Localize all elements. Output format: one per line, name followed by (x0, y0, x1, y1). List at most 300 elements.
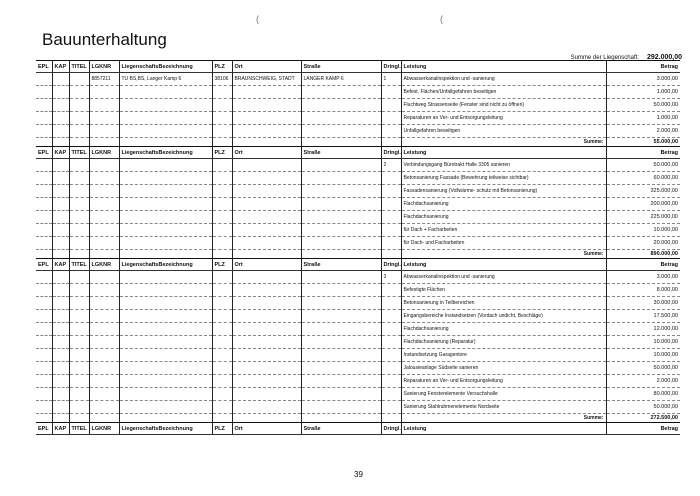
kap-cell (52, 310, 69, 323)
titel-cell (69, 185, 89, 198)
col-strasse-header: Straße (301, 61, 381, 73)
col-plz-header: PLZ (212, 259, 232, 271)
bezeichnung-cell (119, 401, 212, 414)
col-epl-header: EPL (36, 259, 52, 271)
col-plz-header: PLZ (212, 423, 232, 435)
lgknr-cell (89, 86, 119, 99)
page-number: 39 (354, 470, 363, 479)
leistung-cell: Betonsanierung in Teilbereichen (401, 297, 606, 310)
strasse-cell (301, 271, 381, 284)
kap-cell (52, 362, 69, 375)
dringl-cell (381, 125, 401, 138)
epl-cell (36, 388, 52, 401)
strasse-cell (301, 401, 381, 414)
leistung-cell: für Dach- und Facharbeiten (401, 237, 606, 250)
lgknr-cell (89, 198, 119, 211)
bezeichnung-cell (119, 112, 212, 125)
table-row (36, 172, 680, 185)
col-epl-header: EPL (36, 147, 52, 159)
table-row (36, 271, 680, 284)
epl-cell (36, 362, 52, 375)
lgknr-cell: 8857211 (89, 73, 119, 86)
lgknr-cell (89, 185, 119, 198)
plz-cell (212, 336, 232, 349)
betrag-cell: 50.000,00 (606, 362, 680, 375)
leistung-cell: für Dach + Facharbeiten (401, 224, 606, 237)
col-bezeichnung-header: LiegenschaftsBezeichnung (119, 259, 212, 271)
col-kap-header: KAP (52, 423, 69, 435)
bezeichnung-cell: TU BS,BS, Langer Kamp 6 (119, 73, 212, 86)
section-sum-label: Summe: (401, 414, 606, 423)
titel-cell (69, 336, 89, 349)
bezeichnung-cell (119, 362, 212, 375)
bezeichnung-cell (119, 86, 212, 99)
col-bezeichnung-header: LiegenschaftsBezeichnung (119, 147, 212, 159)
sum-empty-cell (89, 414, 119, 423)
col-plz-header: PLZ (212, 147, 232, 159)
plz-cell (212, 224, 232, 237)
col-lgknr-header: LGKNR (89, 61, 119, 73)
dringl-cell: 3 (381, 271, 401, 284)
col-betrag-header: Betrag (606, 147, 680, 159)
section-sum-value: 55.000,00 (606, 138, 680, 147)
table-row (36, 237, 680, 250)
betrag-cell: 200.000,00 (606, 198, 680, 211)
col-strasse-header: Straße (301, 423, 381, 435)
leistung-cell: Instandsetzung Garagentore (401, 349, 606, 362)
plz-cell (212, 284, 232, 297)
col-leistung-header: Leistung (401, 259, 606, 271)
betrag-cell: 10.000,00 (606, 224, 680, 237)
table-row (36, 211, 680, 224)
plz-cell (212, 271, 232, 284)
betrag-cell: 1.000,00 (606, 112, 680, 125)
kap-cell (52, 271, 69, 284)
col-epl-header: EPL (36, 61, 52, 73)
strasse-cell (301, 211, 381, 224)
plz-cell (212, 185, 232, 198)
kap-cell (52, 237, 69, 250)
table-row (36, 323, 680, 336)
titel-cell (69, 86, 89, 99)
plz-cell (212, 349, 232, 362)
epl-cell (36, 112, 52, 125)
col-strasse-header: Straße (301, 147, 381, 159)
epl-cell (36, 125, 52, 138)
bezeichnung-cell (119, 224, 212, 237)
section-sum-row (36, 138, 680, 147)
dringl-cell (381, 99, 401, 112)
strasse-cell (301, 362, 381, 375)
leistung-cell: Fassadensanierung (Vollwärme- schutz mit Betonsanierung) (401, 185, 606, 198)
titel-cell (69, 362, 89, 375)
strasse-cell (301, 388, 381, 401)
betrag-cell: 60.000,00 (606, 172, 680, 185)
section-sum-label: Summe: (401, 138, 606, 147)
epl-cell (36, 99, 52, 112)
kap-cell (52, 336, 69, 349)
ort-cell (232, 125, 301, 138)
kap-cell (52, 73, 69, 86)
page-title: Bauunterhaltung (42, 30, 167, 49)
sum-empty-cell (89, 138, 119, 147)
titel-cell (69, 112, 89, 125)
plz-cell (212, 86, 232, 99)
lgknr-cell (89, 349, 119, 362)
betrag-cell: 8.000,00 (606, 284, 680, 297)
sum-empty-cell (381, 250, 401, 259)
strasse-cell (301, 185, 381, 198)
table-row (36, 159, 680, 172)
kap-cell (52, 224, 69, 237)
strasse-cell (301, 99, 381, 112)
table-row (36, 362, 680, 375)
ort-cell (232, 86, 301, 99)
leistung-cell: Sanierung Fensterelemente Versuchshalle (401, 388, 606, 401)
col-dringl-header: Dringl. (381, 259, 401, 271)
kap-cell (52, 211, 69, 224)
plz-cell (212, 125, 232, 138)
sum-empty-cell (52, 414, 69, 423)
sum-empty-cell (119, 414, 212, 423)
lgknr-cell (89, 159, 119, 172)
lgknr-cell (89, 271, 119, 284)
table-row (36, 224, 680, 237)
sum-empty-cell (36, 138, 52, 147)
strasse-cell (301, 323, 381, 336)
bezeichnung-cell (119, 237, 212, 250)
page-mark: ( (440, 14, 443, 24)
lgknr-cell (89, 323, 119, 336)
kap-cell (52, 198, 69, 211)
epl-cell (36, 349, 52, 362)
sum-empty-cell (89, 250, 119, 259)
strasse-cell (301, 86, 381, 99)
ort-cell (232, 237, 301, 250)
ort-cell (232, 185, 301, 198)
table-row (36, 375, 680, 388)
bezeichnung-cell (119, 349, 212, 362)
leistung-cell: Sanierung Stahlrahmenelemente Nordseite (401, 401, 606, 414)
ort-cell (232, 297, 301, 310)
titel-cell (69, 125, 89, 138)
plz-cell (212, 362, 232, 375)
kap-cell (52, 323, 69, 336)
sum-empty-cell (119, 138, 212, 147)
betrag-cell: 225.000,00 (606, 211, 680, 224)
kap-cell (52, 125, 69, 138)
epl-cell (36, 224, 52, 237)
col-strasse-header: Straße (301, 259, 381, 271)
ort-cell (232, 310, 301, 323)
betrag-cell: 50.000,00 (606, 99, 680, 112)
plz-cell (212, 237, 232, 250)
dringl-cell: 1 (381, 73, 401, 86)
table-row (36, 112, 680, 125)
strasse-cell (301, 198, 381, 211)
epl-cell (36, 336, 52, 349)
col-kap-header: KAP (52, 147, 69, 159)
strasse-cell (301, 237, 381, 250)
col-kap-header: KAP (52, 259, 69, 271)
betrag-cell: 2.000,00 (606, 375, 680, 388)
kap-cell (52, 401, 69, 414)
epl-cell (36, 159, 52, 172)
table-row (36, 388, 680, 401)
kap-cell (52, 172, 69, 185)
bezeichnung-cell (119, 172, 212, 185)
lgknr-cell (89, 336, 119, 349)
section-sum-row (36, 250, 680, 259)
strasse-cell: LANGER KAMP 6 (301, 73, 381, 86)
lgknr-cell (89, 112, 119, 125)
col-titel-header: TITEL (69, 147, 89, 159)
page-mark: ( (256, 14, 259, 24)
plz-cell (212, 159, 232, 172)
bezeichnung-cell (119, 271, 212, 284)
titel-cell (69, 224, 89, 237)
titel-cell (69, 73, 89, 86)
ort-cell (232, 349, 301, 362)
sum-empty-cell (301, 414, 381, 423)
dringl-cell (381, 211, 401, 224)
table-row (36, 310, 680, 323)
lgknr-cell (89, 224, 119, 237)
table-row (36, 401, 680, 414)
dringl-cell (381, 349, 401, 362)
ort-cell (232, 271, 301, 284)
col-leistung-header: Leistung (401, 147, 606, 159)
plz-cell: 38106 (212, 73, 232, 86)
dringl-cell (381, 323, 401, 336)
titel-cell (69, 198, 89, 211)
sum-empty-cell (212, 250, 232, 259)
kap-cell (52, 388, 69, 401)
epl-cell (36, 375, 52, 388)
table-header-row (36, 423, 680, 435)
betrag-cell: 10.000,00 (606, 349, 680, 362)
table-header-row (36, 61, 680, 73)
col-leistung-header: Leistung (401, 423, 606, 435)
col-ort-header: Ort (232, 423, 301, 435)
lgknr-cell (89, 297, 119, 310)
table-header-row (36, 147, 680, 159)
bezeichnung-cell (119, 284, 212, 297)
sum-empty-cell (69, 250, 89, 259)
leistung-cell: Reparaturen an Ver- und Entsorgungsleitung (401, 375, 606, 388)
titel-cell (69, 349, 89, 362)
betrag-cell: 3.000,00 (606, 73, 680, 86)
titel-cell (69, 284, 89, 297)
epl-cell (36, 211, 52, 224)
betrag-cell: 30.000,00 (606, 297, 680, 310)
ort-cell (232, 284, 301, 297)
col-titel-header: TITEL (69, 61, 89, 73)
sum-empty-cell (381, 138, 401, 147)
titel-cell (69, 99, 89, 112)
plz-cell (212, 310, 232, 323)
section-sum-label: Summe: (401, 250, 606, 259)
titel-cell (69, 211, 89, 224)
lgknr-cell (89, 362, 119, 375)
col-plz-header: PLZ (212, 61, 232, 73)
plz-cell (212, 323, 232, 336)
kap-cell (52, 297, 69, 310)
sum-empty-cell (69, 414, 89, 423)
epl-cell (36, 297, 52, 310)
epl-cell (36, 401, 52, 414)
betrag-cell: 2.000,00 (606, 125, 680, 138)
strasse-cell (301, 224, 381, 237)
strasse-cell (301, 349, 381, 362)
col-bezeichnung-header: LiegenschaftsBezeichnung (119, 61, 212, 73)
dringl-cell (381, 388, 401, 401)
epl-cell (36, 73, 52, 86)
sum-empty-cell (52, 250, 69, 259)
lgknr-cell (89, 211, 119, 224)
dringl-cell (381, 362, 401, 375)
table-row (36, 336, 680, 349)
dringl-cell (381, 401, 401, 414)
dringl-cell (381, 198, 401, 211)
col-betrag-header: Betrag (606, 259, 680, 271)
kap-cell (52, 284, 69, 297)
titel-cell (69, 271, 89, 284)
plz-cell (212, 99, 232, 112)
strasse-cell (301, 112, 381, 125)
betrag-cell: 3.000,00 (606, 271, 680, 284)
epl-cell (36, 271, 52, 284)
dringl-cell (381, 86, 401, 99)
bezeichnung-cell (119, 388, 212, 401)
sum-empty-cell (212, 138, 232, 147)
leistung-cell: Fluchtweg Strassenseite (Fenster sind nicht zu öffnen) (401, 99, 606, 112)
col-bezeichnung-header: LiegenschaftsBezeichnung (119, 423, 212, 435)
betrag-cell: 325.000,00 (606, 185, 680, 198)
col-lgknr-header: LGKNR (89, 259, 119, 271)
epl-cell (36, 172, 52, 185)
leistung-cell: Verbindungsgang Bürotrakt Halle 3305 sanieren (401, 159, 606, 172)
plz-cell (212, 198, 232, 211)
leistung-cell: Flachdachsanierung (Reparatur) (401, 336, 606, 349)
ort-cell: BRAUNSCHWEIG, STADT (232, 73, 301, 86)
strasse-cell (301, 159, 381, 172)
leistung-cell: Flachdachsanierung (401, 323, 606, 336)
dringl-cell (381, 284, 401, 297)
lgknr-cell (89, 125, 119, 138)
dringl-cell (381, 112, 401, 125)
table-row (36, 297, 680, 310)
betrag-cell: 10.000,00 (606, 336, 680, 349)
strasse-cell (301, 172, 381, 185)
col-ort-header: Ort (232, 259, 301, 271)
section-sum-value: 272.500,00 (606, 414, 680, 423)
ort-cell (232, 198, 301, 211)
sum-empty-cell (232, 250, 301, 259)
bezeichnung-cell (119, 336, 212, 349)
ort-cell (232, 224, 301, 237)
dringl-cell (381, 375, 401, 388)
col-leistung-header: Leistung (401, 61, 606, 73)
leistung-cell: Reparaturen an Ver- und Entsorgungsleitung (401, 112, 606, 125)
col-titel-header: TITEL (69, 259, 89, 271)
lgknr-cell (89, 388, 119, 401)
titel-cell (69, 375, 89, 388)
lgknr-cell (89, 284, 119, 297)
lgknr-cell (89, 99, 119, 112)
kap-cell (52, 185, 69, 198)
table-row (36, 99, 680, 112)
dringl-cell (381, 310, 401, 323)
kap-cell (52, 159, 69, 172)
sum-empty-cell (381, 414, 401, 423)
epl-cell (36, 237, 52, 250)
bezeichnung-cell (119, 198, 212, 211)
property-total-value: 292.000,00 (646, 54, 682, 61)
ort-cell (232, 112, 301, 125)
col-dringl-header: Dringl. (381, 61, 401, 73)
betrag-cell: 1.000,00 (606, 86, 680, 99)
leistung-cell: Flachdachsanierung (401, 198, 606, 211)
ort-cell (232, 401, 301, 414)
kap-cell (52, 86, 69, 99)
kap-cell (52, 112, 69, 125)
table-row (36, 349, 680, 362)
plz-cell (212, 388, 232, 401)
epl-cell (36, 198, 52, 211)
titel-cell (69, 297, 89, 310)
ort-cell (232, 211, 301, 224)
bezeichnung-cell (119, 185, 212, 198)
strasse-cell (301, 125, 381, 138)
plz-cell (212, 297, 232, 310)
maintenance-table (36, 60, 680, 435)
table-row (36, 198, 680, 211)
epl-cell (36, 185, 52, 198)
sum-empty-cell (212, 414, 232, 423)
epl-cell (36, 284, 52, 297)
strasse-cell (301, 284, 381, 297)
lgknr-cell (89, 375, 119, 388)
plz-cell (212, 375, 232, 388)
section-sum-value: 890.000,00 (606, 250, 680, 259)
epl-cell (36, 86, 52, 99)
strasse-cell (301, 297, 381, 310)
epl-cell (36, 323, 52, 336)
plz-cell (212, 211, 232, 224)
leistung-cell: Abwasserkanalinspektion und -sanierung (401, 271, 606, 284)
ort-cell (232, 323, 301, 336)
betrag-cell: 12.000,00 (606, 323, 680, 336)
sum-empty-cell (301, 138, 381, 147)
betrag-cell: 50.000,00 (606, 401, 680, 414)
table-row (36, 86, 680, 99)
dringl-cell (381, 237, 401, 250)
col-dringl-header: Dringl. (381, 147, 401, 159)
table-row (36, 185, 680, 198)
titel-cell (69, 159, 89, 172)
ort-cell (232, 375, 301, 388)
bezeichnung-cell (119, 125, 212, 138)
epl-cell (36, 310, 52, 323)
strasse-cell (301, 310, 381, 323)
titel-cell (69, 323, 89, 336)
table-header-row (36, 259, 680, 271)
table-row (36, 284, 680, 297)
col-ort-header: Ort (232, 147, 301, 159)
dringl-cell (381, 297, 401, 310)
col-epl-header: EPL (36, 423, 52, 435)
